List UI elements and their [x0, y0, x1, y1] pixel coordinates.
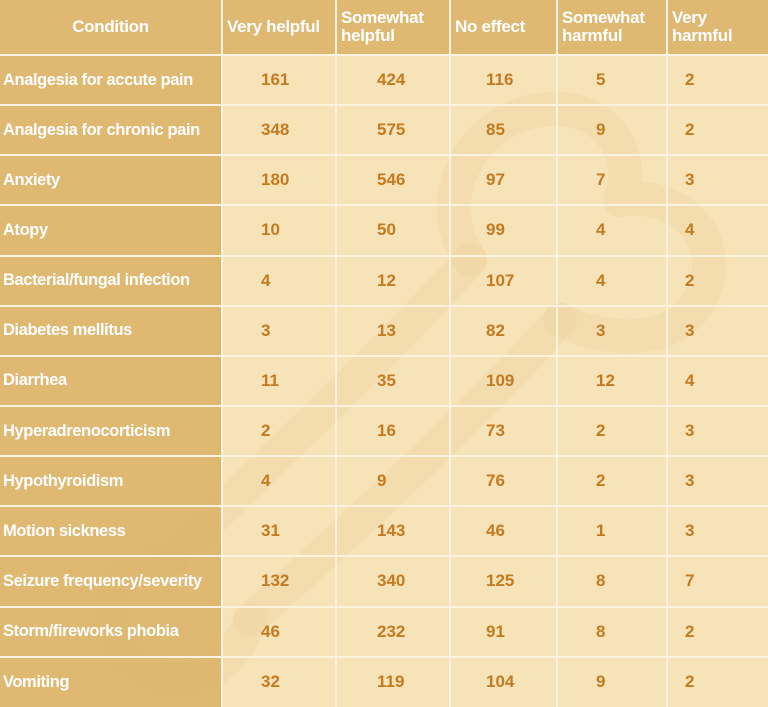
cell-value: 10 [261, 220, 280, 240]
cell-very-helpful [222, 55, 336, 105]
cell-value: 9 [596, 672, 606, 692]
table-row [0, 155, 768, 205]
cell-value: 340 [377, 571, 406, 591]
cell-value: 3 [596, 320, 606, 340]
row-label-condition: Analgesia for accute pain [0, 55, 222, 105]
column-header-very-harmful: Very harmful [667, 0, 768, 55]
cell-value: 4 [685, 370, 695, 390]
cell-very-harmful [667, 406, 768, 456]
cell-value: 546 [377, 170, 406, 190]
row-label-condition: Analgesia for chronic pain [0, 105, 222, 155]
cell-value: 575 [377, 120, 406, 140]
cell-value: 9 [596, 120, 606, 140]
cell-value: 119 [377, 672, 405, 692]
cell-value: 31 [261, 521, 280, 541]
row-label-condition: Atopy [0, 205, 222, 255]
column-header-very-helpful: Very helpful [222, 0, 336, 55]
cell-somewhat-helpful [336, 306, 450, 356]
cell-value: 3 [685, 471, 695, 491]
cell-very-helpful [222, 456, 336, 506]
cell-value: 85 [486, 120, 505, 140]
cell-no-effect [450, 506, 557, 556]
cell-no-effect [450, 406, 557, 456]
cell-value: 4 [596, 220, 606, 240]
column-header-condition: Condition [0, 0, 222, 55]
cell-somewhat-harmful [557, 155, 667, 205]
cell-somewhat-helpful [336, 607, 450, 657]
cell-value: 32 [261, 672, 280, 692]
table-row [0, 607, 768, 657]
cell-no-effect [450, 105, 557, 155]
table-row [0, 55, 768, 105]
cell-value: 97 [486, 170, 505, 190]
cell-value: 99 [486, 220, 505, 240]
cell-no-effect [450, 356, 557, 406]
cell-value: 46 [261, 621, 280, 641]
column-header-somewhat-harmful: Somewhat harmful [557, 0, 667, 55]
cell-value: 3 [685, 421, 695, 441]
cell-value: 2 [685, 672, 695, 692]
cell-somewhat-harmful [557, 657, 667, 707]
row-label-condition: Diabetes mellitus [0, 306, 222, 356]
row-label-condition: Diarrhea [0, 356, 222, 406]
cell-value: 3 [685, 170, 695, 190]
row-label-condition: Bacterial/fungal infection [0, 256, 222, 306]
cell-no-effect [450, 205, 557, 255]
cell-somewhat-harmful [557, 205, 667, 255]
cell-somewhat-harmful [557, 306, 667, 356]
cell-somewhat-helpful [336, 256, 450, 306]
cell-somewhat-harmful [557, 456, 667, 506]
cell-very-helpful [222, 155, 336, 205]
table-row [0, 205, 768, 255]
table-row [0, 306, 768, 356]
table-row [0, 356, 768, 406]
cell-value: 161 [261, 70, 290, 90]
cell-somewhat-helpful [336, 105, 450, 155]
row-label-condition: Motion sickness [0, 506, 222, 556]
cell-value: 7 [685, 571, 695, 591]
cell-value: 35 [377, 370, 396, 390]
cell-somewhat-helpful [336, 506, 450, 556]
cell-somewhat-harmful [557, 55, 667, 105]
table-row [0, 256, 768, 306]
cell-value: 16 [377, 421, 396, 441]
cell-no-effect [450, 556, 557, 606]
cell-no-effect [450, 456, 557, 506]
row-label-condition: Anxiety [0, 155, 222, 205]
header-row [0, 0, 768, 55]
cell-very-helpful [222, 256, 336, 306]
cell-value: 348 [261, 120, 290, 140]
row-label-condition: Seizure frequency/severity [0, 556, 222, 606]
cell-very-harmful [667, 256, 768, 306]
cell-somewhat-harmful [557, 256, 667, 306]
cell-very-helpful [222, 607, 336, 657]
cell-value: 143 [377, 521, 406, 541]
cell-value: 3 [685, 521, 695, 541]
cell-value: 50 [377, 220, 396, 240]
cell-somewhat-harmful [557, 356, 667, 406]
cell-value: 2 [596, 471, 606, 491]
cell-somewhat-harmful [557, 607, 667, 657]
table-row [0, 506, 768, 556]
cell-very-helpful [222, 406, 336, 456]
cell-no-effect [450, 256, 557, 306]
cell-value: 180 [261, 170, 290, 190]
cell-value: 2 [685, 70, 695, 90]
cell-value: 2 [596, 421, 606, 441]
row-label-condition: Storm/fireworks phobia [0, 607, 222, 657]
cell-value: 11 [261, 370, 279, 390]
cell-somewhat-helpful [336, 456, 450, 506]
cell-value: 2 [685, 270, 695, 290]
cell-very-harmful [667, 306, 768, 356]
cell-value: 76 [486, 471, 505, 491]
cell-value: 2 [261, 421, 271, 441]
cell-somewhat-harmful [557, 105, 667, 155]
table-row [0, 406, 768, 456]
cell-no-effect [450, 306, 557, 356]
cell-value: 107 [486, 270, 515, 290]
cell-somewhat-harmful [557, 406, 667, 456]
cell-value: 12 [596, 370, 615, 390]
cell-value: 46 [486, 521, 505, 541]
table-row [0, 657, 768, 707]
cell-value: 2 [685, 621, 695, 641]
cell-value: 73 [486, 421, 505, 441]
cell-somewhat-harmful [557, 506, 667, 556]
cell-very-harmful [667, 556, 768, 606]
table-body [0, 55, 768, 707]
cell-value: 8 [596, 571, 606, 591]
cell-value: 82 [486, 320, 505, 340]
cell-value: 2 [685, 120, 695, 140]
cell-somewhat-helpful [336, 556, 450, 606]
cell-value: 91 [486, 621, 505, 641]
cell-very-helpful [222, 105, 336, 155]
cell-value: 4 [261, 471, 271, 491]
cell-somewhat-helpful [336, 406, 450, 456]
cell-value: 116 [486, 70, 514, 90]
cell-value: 9 [377, 471, 387, 491]
cell-very-helpful [222, 356, 336, 406]
cell-no-effect [450, 607, 557, 657]
cell-value: 125 [486, 571, 515, 591]
cell-somewhat-helpful [336, 155, 450, 205]
cell-very-harmful [667, 105, 768, 155]
cell-very-helpful [222, 657, 336, 707]
cell-value: 104 [486, 672, 515, 692]
cell-somewhat-helpful [336, 205, 450, 255]
cell-value: 4 [596, 270, 606, 290]
cell-value: 12 [377, 270, 396, 290]
cell-no-effect [450, 155, 557, 205]
table-row [0, 556, 768, 606]
column-header-no-effect: No effect [450, 0, 557, 55]
row-label-condition: Vomiting [0, 657, 222, 707]
table-row [0, 105, 768, 155]
cell-value: 3 [685, 320, 695, 340]
cell-value: 5 [596, 70, 606, 90]
cell-value: 3 [261, 320, 271, 340]
cell-value: 109 [486, 370, 515, 390]
cell-somewhat-helpful [336, 55, 450, 105]
cell-very-harmful [667, 205, 768, 255]
cell-no-effect [450, 657, 557, 707]
cell-value: 232 [377, 621, 406, 641]
cell-value: 8 [596, 621, 606, 641]
row-label-condition: Hyperadrenocorticism [0, 406, 222, 456]
cell-very-harmful [667, 155, 768, 205]
cell-value: 4 [685, 220, 695, 240]
cell-no-effect [450, 55, 557, 105]
cell-somewhat-helpful [336, 657, 450, 707]
cell-value: 7 [596, 170, 606, 190]
cell-very-harmful [667, 607, 768, 657]
table-row [0, 456, 768, 506]
row-label-condition: Hypothyroidism [0, 456, 222, 506]
cell-value: 1 [596, 521, 606, 541]
cell-very-helpful [222, 205, 336, 255]
cell-very-harmful [667, 456, 768, 506]
cell-somewhat-helpful [336, 356, 450, 406]
cell-value: 4 [261, 270, 271, 290]
column-header-somewhat-helpful: Somewhat helpful [336, 0, 450, 55]
cell-very-harmful [667, 55, 768, 105]
cell-very-harmful [667, 657, 768, 707]
cell-very-harmful [667, 356, 768, 406]
cell-very-harmful [667, 506, 768, 556]
cell-value: 132 [261, 571, 290, 591]
cell-value: 13 [377, 320, 396, 340]
cell-very-helpful [222, 306, 336, 356]
cell-somewhat-harmful [557, 556, 667, 606]
cell-value: 424 [377, 70, 406, 90]
cell-very-helpful [222, 506, 336, 556]
cell-very-helpful [222, 556, 336, 606]
